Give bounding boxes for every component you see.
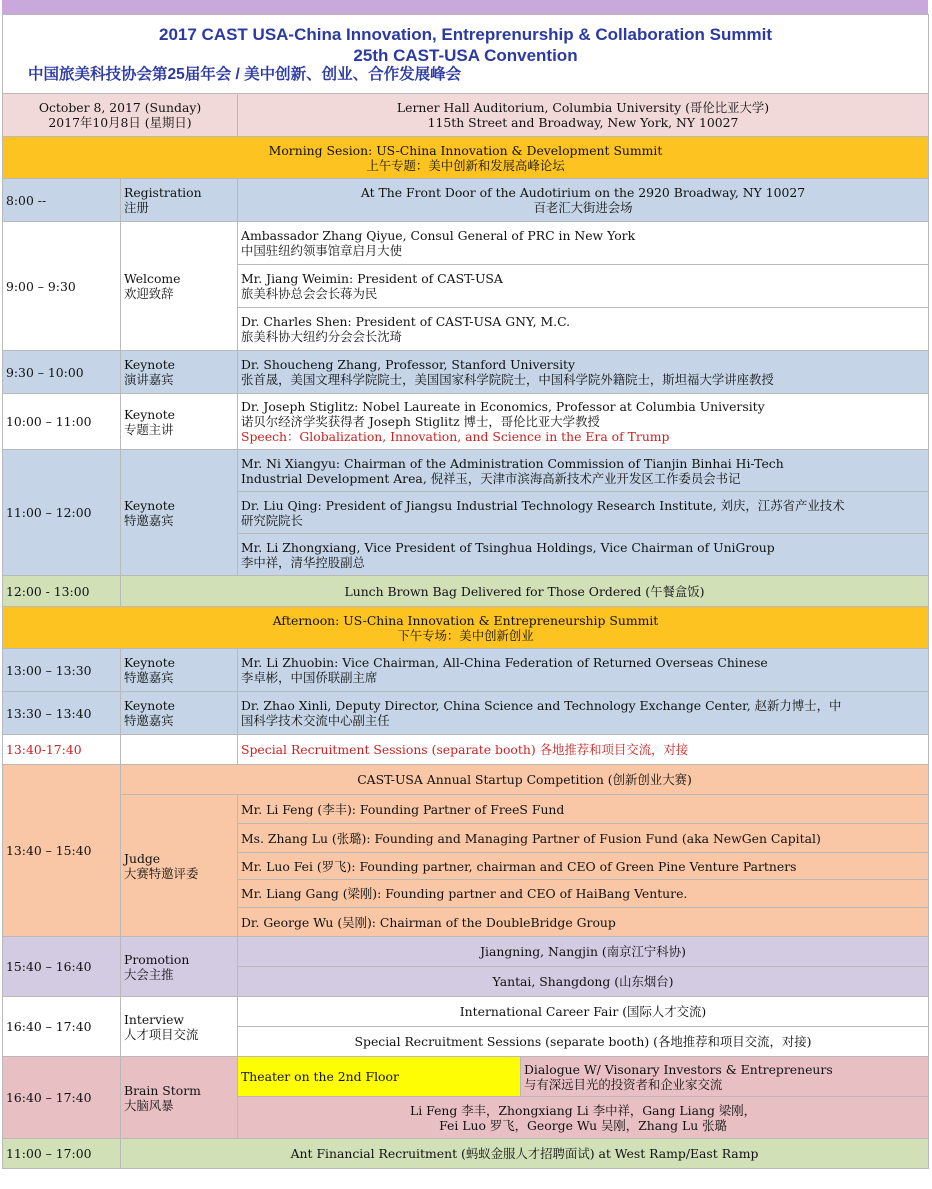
judge-item: Ms. Zhang Lu (张璐): Founding and Managing Partner of Fusion Fund (aka NewGen Capital) xyxy=(238,824,929,853)
interview-time: 16:40 – 17:40 xyxy=(3,997,121,1057)
promotion-time: 15:40 – 16:40 xyxy=(3,937,121,997)
registration-label-en: Registration xyxy=(124,185,202,200)
registration-detail-en: At The Front Door of the Audotirium on the 2920 Broadway, NY 10027 xyxy=(360,185,806,200)
keynote4-speaker-en: Mr. Li Zhuobin: Vice Chairman, All-China Federation of Returned Overseas Chinese xyxy=(241,655,768,670)
top-color-bar xyxy=(2,0,928,14)
keynote1-speaker-en: Dr. Shoucheng Zhang, Professor, Stanford University xyxy=(241,357,576,372)
keynote2-speaker-zh: 诺贝尔经济学奖获得者 Joseph Stiglitz 博士，哥伦比亚大学教授 xyxy=(241,414,600,429)
ant-time: 11:00 – 17:00 xyxy=(3,1139,121,1169)
registration-detail-zh: 百老汇大街进会场 xyxy=(533,200,633,215)
special-detail: Special Recruitment Sessions (separate booth) 各地推荐和项目交流，对接 xyxy=(238,735,929,765)
morning-title-zh: 上午专题：美中创新和发展高峰论坛 xyxy=(366,157,565,173)
keynote1-label-en: Keynote xyxy=(124,357,176,372)
brainstorm-time: 16:40 – 17:40 xyxy=(3,1057,121,1139)
lunch-row xyxy=(3,576,929,607)
brainstorm-label-en: Brain Storm xyxy=(124,1082,201,1098)
registration-label-zh: 注册 xyxy=(124,200,149,215)
ant-financial-row xyxy=(3,1139,929,1169)
keynote5-label-zh: 特邀嘉宾 xyxy=(124,713,174,728)
keynote5-label-en: Keynote xyxy=(124,698,176,713)
lunch-detail: Lunch Brown Bag Delivered for Those Ordered (午餐盒饭) xyxy=(121,576,929,607)
interview-label-zh: 人才项目交流 xyxy=(124,1026,199,1042)
afternoon-title-en: Afternoon: US-China Innovation & Entrepreneurship Summit xyxy=(272,612,659,628)
registration-time: 8:00 -- xyxy=(3,179,121,222)
brainstorm-row xyxy=(3,1057,929,1097)
keynote4-row xyxy=(3,649,929,692)
judge-item: Mr. Luo Fei (罗飞): Founding partner, chairman and CEO of Green Pine Venture Partners xyxy=(238,853,929,880)
keynote3-speaker-line2: 李中祥，清华控股副总 xyxy=(241,554,365,570)
brainstorm-names-line2: Fei Luo 罗飞，George Wu 吴刚，Zhang Lu 张璐 xyxy=(439,1117,727,1133)
judge-item: Mr. Li Feng (李丰): Founding Partner of FreeS Fund xyxy=(238,795,929,824)
lunch-time: 12:00 - 13:00 xyxy=(3,576,121,607)
welcome-row xyxy=(3,222,929,265)
dialogue-en: Dialogue W/ Visonary Investors & Entrepreneurs xyxy=(524,1061,833,1077)
venue-line1: Lerner Hall Auditorium, Columbia University (哥伦比亚大学) xyxy=(396,100,770,115)
promotion-label-zh: 大会主推 xyxy=(124,966,174,982)
special-recruitment-row xyxy=(3,735,929,765)
welcome-label-en: Welcome xyxy=(124,271,181,286)
welcome-speaker-zh: 旅美科协大纽约分会会长沈琦 xyxy=(241,329,403,344)
title-en: 2017 CAST USA-China Innovation, Entreprenurship & Collaboration Summit xyxy=(159,25,773,44)
morning-title-en: Morning Sesion: US-China Innovation & Development Summit xyxy=(268,142,663,158)
interview-label-en: Interview xyxy=(124,1011,185,1027)
interview-item: Special Recruitment Sessions (separate booth) (各地推荐和项目交流，对接) xyxy=(238,1027,929,1057)
keynote2-speaker-en: Dr. Joseph Stiglitz: Nobel Laureate in Economics, Professor at Columbia University xyxy=(241,399,765,414)
keynote5-speaker-line2: 国科学技术交流中心副主任 xyxy=(241,713,390,728)
judge-item: Mr. Liang Gang (梁刚): Founding partner and CEO of HaiBang Venture. xyxy=(238,880,929,908)
interview-item: International Career Fair (国际人才交流) xyxy=(238,997,929,1027)
keynote1-label-zh: 演讲嘉宾 xyxy=(124,372,174,387)
judge-label-en: Judge xyxy=(124,850,161,866)
welcome-speaker-en: Ambassador Zhang Qiyue, Consul General of PRC in New York xyxy=(241,228,636,243)
keynote1-row xyxy=(3,351,929,394)
keynote4-time: 13:00 – 13:30 xyxy=(3,649,121,692)
competition-row xyxy=(3,765,929,795)
dialogue-zh: 与有深远目光的投资者和企业家交流 xyxy=(524,1076,723,1092)
subtitle-en: 25th CAST-USA Convention xyxy=(353,46,578,65)
registration-row xyxy=(3,179,929,222)
keynote2-speech-title: Speech：Globalization, Innovation, and Science in the Era of Trump xyxy=(241,429,670,444)
competition-time: 13:40 – 15:40 xyxy=(3,765,121,937)
promotion-row xyxy=(3,937,929,967)
event-date-zh: 2017年10月8日 (星期日) xyxy=(48,115,192,130)
afternoon-session-row xyxy=(3,607,929,649)
welcome-speaker-zh: 中国驻纽约领事馆章启月大使 xyxy=(241,243,403,258)
keynote3-speaker-line2: Industrial Development Area, 倪祥玉，天津市滨海高新技术产业开发区工作委员会书记 xyxy=(241,470,741,486)
judge-item: Dr. George Wu (吴刚): Chairman of the DoubleBridge Group xyxy=(238,908,929,937)
keynote3-speaker-line1: Mr. Ni Xiangyu: Chairman of the Administration Commission of Tianjin Binhai Hi-Tech xyxy=(241,455,784,471)
event-date-en: October 8, 2017 (Sunday) xyxy=(38,100,202,115)
keynote5-speaker-line1: Dr. Zhao Xinli, Deputy Director, China Science and Technology Exchange Center, 赵新力博士，中 xyxy=(241,698,842,713)
brainstorm-label-zh: 大脑风暴 xyxy=(124,1097,174,1113)
promotion-item: Yantai, Shangdong (山东烟台) xyxy=(238,967,929,997)
welcome-time: 9:00 – 9:30 xyxy=(3,222,121,351)
keynote2-label-en: Keynote xyxy=(124,406,176,422)
welcome-label-zh: 欢迎致辞 xyxy=(124,286,174,301)
competition-title: CAST-USA Annual Startup Competition (创新创业大赛) xyxy=(121,765,929,795)
keynote3-speaker-line1: Dr. Liu Qing: President of Jiangsu Industrial Technology Research Institute, 刘庆，江苏省产业技术 xyxy=(241,497,845,513)
keynote3-label-en: Keynote xyxy=(124,497,176,513)
keynote5-time: 13:30 – 13:40 xyxy=(3,692,121,735)
keynote3-speaker-line2: 研究院院长 xyxy=(241,512,303,528)
judge-row xyxy=(3,795,929,824)
keynote1-time: 9:30 – 10:00 xyxy=(3,351,121,394)
keynote1-speaker-zh: 张首晟，美国文理科学院院士，美国国家科学院院士，中国科学院外籍院士，斯坦福大学讲座教授 xyxy=(241,372,774,387)
schedule-table xyxy=(2,14,929,1169)
keynote4-speaker-zh: 李卓彬，中国侨联副主席 xyxy=(241,670,378,685)
event-info-row xyxy=(3,94,929,137)
keynote4-label-zh: 特邀嘉宾 xyxy=(124,670,174,685)
title-zh: 中国旅美科技协会第25届年会 / 美中创新、创业、合作发展峰会 xyxy=(28,66,462,83)
ant-detail: Ant Financial Recruitment (蚂蚁金服人才招聘面试) at West Ramp/East Ramp xyxy=(121,1139,929,1169)
morning-session-row xyxy=(3,137,929,179)
keynote4-label-en: Keynote xyxy=(124,655,176,670)
keynote2-time: 10:00 – 11:00 xyxy=(3,394,121,450)
keynote2-row xyxy=(3,394,929,450)
keynote3-label-zh: 特邀嘉宾 xyxy=(124,512,174,528)
venue-line2: 115th Street and Broadway, New York, NY 10027 xyxy=(427,115,739,130)
afternoon-title-zh: 下午专场：美中创新创业 xyxy=(397,627,534,643)
keynote5-row xyxy=(3,692,929,735)
brainstorm-names-line1: Li Feng 李丰，Zhongxiang Li 李中祥，Gang Liang 梁刚， xyxy=(410,1102,756,1118)
header-row xyxy=(3,15,929,94)
theater-location: Theater on the 2nd Floor xyxy=(238,1057,521,1097)
keynote3-row xyxy=(3,450,929,492)
keynote2-label-zh: 专题主讲 xyxy=(124,421,174,437)
keynote3-time: 11:00 – 12:00 xyxy=(3,450,121,576)
promotion-item: Jiangning, Nangjin (南京江宁科协) xyxy=(238,937,929,967)
interview-row xyxy=(3,997,929,1027)
judge-label-zh: 大赛特邀评委 xyxy=(124,865,199,881)
special-time: 13:40-17:40 xyxy=(3,735,121,765)
promotion-label-en: Promotion xyxy=(124,951,190,967)
welcome-speaker-zh: 旅美科协总会会长蒋为民 xyxy=(241,286,378,301)
welcome-speaker-en: Dr. Charles Shen: President of CAST-USA GNY, M.C. xyxy=(241,314,571,329)
keynote3-speaker-line1: Mr. Li Zhongxiang, Vice President of Tsinghua Holdings, Vice Chairman of UniGroup xyxy=(241,539,775,555)
welcome-speaker-en: Mr. Jiang Weimin: President of CAST-USA xyxy=(241,271,503,286)
